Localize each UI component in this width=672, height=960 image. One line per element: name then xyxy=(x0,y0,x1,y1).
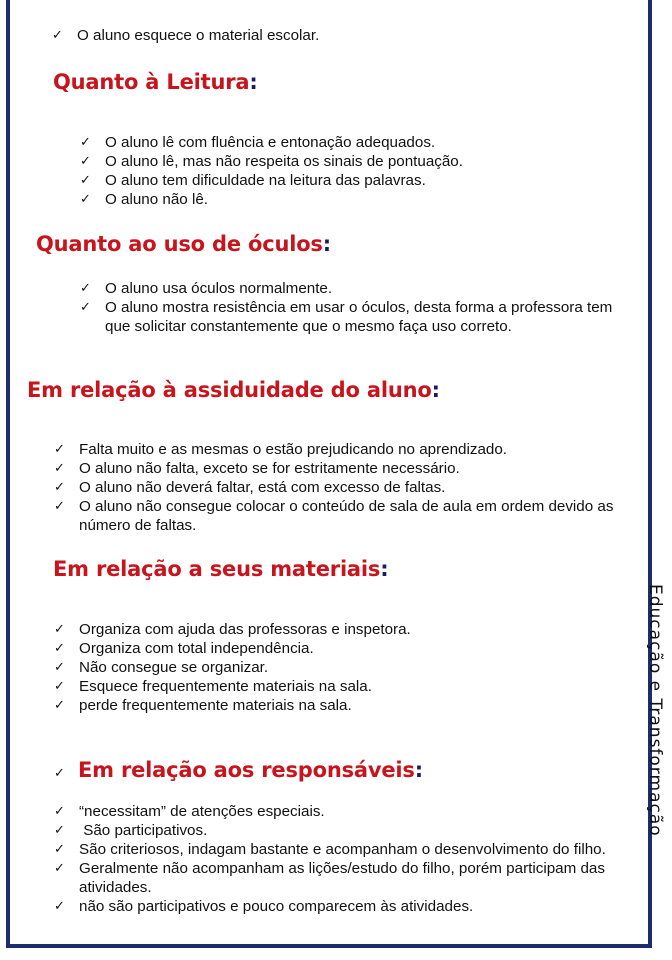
item-text: O aluno não lê. xyxy=(105,191,209,208)
section-heading-assiduidade: Em relação à assiduidade do aluno: xyxy=(27,378,440,402)
check-icon: ✓ xyxy=(54,842,65,857)
check-icon: ✓ xyxy=(54,698,65,713)
check-icon: ✓ xyxy=(54,461,65,476)
oculos-list xyxy=(80,279,635,336)
item-text: perde frequentemente materiais na sala. xyxy=(79,697,352,714)
list-item xyxy=(54,859,624,897)
leitura-list xyxy=(80,133,610,209)
item-text: O aluno não deverá faltar, está com excesso de faltas. xyxy=(79,479,446,496)
check-icon: ✓ xyxy=(54,499,65,514)
item-text: não são participativos e pouco comparecem às atividades. xyxy=(79,898,474,915)
check-icon: ✓ xyxy=(54,899,65,914)
item-text: São criteriosos, indagam bastante e acompanham o desenvolvimento do filho. xyxy=(79,841,606,858)
materiais-list xyxy=(54,620,614,715)
list-item xyxy=(54,459,634,478)
section-heading-responsaveis: Em relação aos responsáveis: xyxy=(78,758,423,782)
item-text: O aluno tem dificuldade na leitura das palavras. xyxy=(105,172,426,189)
check-icon: ✓ xyxy=(54,861,65,876)
check-icon: ✓ xyxy=(54,660,65,675)
list-item xyxy=(54,677,614,696)
item-text: O aluno esquece o material escolar. xyxy=(77,27,320,44)
check-icon: ✓ xyxy=(80,135,91,150)
list-item xyxy=(54,696,614,715)
check-icon: ✓ xyxy=(80,173,91,188)
check-icon: ✓ xyxy=(80,300,91,315)
section-heading-oculos: Quanto ao uso de óculos: xyxy=(36,232,331,256)
section-heading-materiais: Em relação a seus materiais: xyxy=(53,557,389,581)
list-item xyxy=(54,802,624,821)
assiduidade-list xyxy=(54,440,634,535)
side-caption: Educação e Transformação xyxy=(645,584,665,837)
item-text: Não consegue se organizar. xyxy=(79,659,269,676)
check-icon: ✓ xyxy=(54,641,65,656)
item-text: O aluno lê, mas não respeita os sinais de pontuação. xyxy=(105,153,463,170)
list-item xyxy=(80,171,610,190)
list-item xyxy=(54,478,634,497)
check-icon: ✓ xyxy=(54,804,65,819)
responsaveis-list xyxy=(54,802,624,916)
check-icon: ✓ xyxy=(54,679,65,694)
list-item xyxy=(54,897,624,916)
item-text: O aluno mostra resistência em usar o óculos, desta forma a professora tem que solicitar constantemente que o mesmo faça uso correto. xyxy=(105,299,613,335)
list-item xyxy=(52,26,592,45)
item-text: Organiza com total independência. xyxy=(79,640,314,657)
item-text: “necessitam” de atenções especiais. xyxy=(79,803,325,820)
item-text: O aluno lê com fluência e entonação adequados. xyxy=(105,134,436,151)
check-icon: ✓ xyxy=(54,442,65,457)
check-icon: ✓ xyxy=(54,622,65,637)
section-heading-leitura: Quanto à Leitura: xyxy=(53,70,258,94)
check-icon: ✓ xyxy=(80,192,91,207)
item-text: O aluno não consegue colocar o conteúdo de sala de aula em ordem devido as número de faltas. xyxy=(79,498,614,534)
check-icon: ✓ xyxy=(54,766,65,781)
list-item xyxy=(54,440,634,459)
check-icon: ✓ xyxy=(80,281,91,296)
top-list xyxy=(52,26,592,45)
item-text: Geralmente não acompanham as lições/estudo do filho, porém participam das atividades. xyxy=(79,860,605,896)
check-icon: ✓ xyxy=(52,28,63,43)
list-item xyxy=(54,497,634,535)
check-icon: ✓ xyxy=(80,154,91,169)
item-text: São participativos. xyxy=(79,822,208,839)
check-icon: ✓ xyxy=(54,480,65,495)
list-item xyxy=(80,190,610,209)
list-item xyxy=(80,152,610,171)
item-text: O aluno usa óculos normalmente. xyxy=(105,280,333,297)
list-item xyxy=(54,840,624,859)
list-item xyxy=(54,620,614,639)
list-item xyxy=(80,279,635,298)
list-item xyxy=(54,639,614,658)
list-item xyxy=(54,658,614,677)
list-item xyxy=(80,298,635,336)
item-text: Falta muito e as mesmas o estão prejudicando no aprendizado. xyxy=(79,441,508,458)
item-text: Esquece frequentemente materiais na sala. xyxy=(79,678,372,695)
list-item xyxy=(80,133,610,152)
list-item xyxy=(54,821,624,840)
check-icon: ✓ xyxy=(54,823,65,838)
item-text: Organiza com ajuda das professoras e inspetora. xyxy=(79,621,411,638)
item-text: O aluno não falta, exceto se for estritamente necessário. xyxy=(79,460,460,477)
